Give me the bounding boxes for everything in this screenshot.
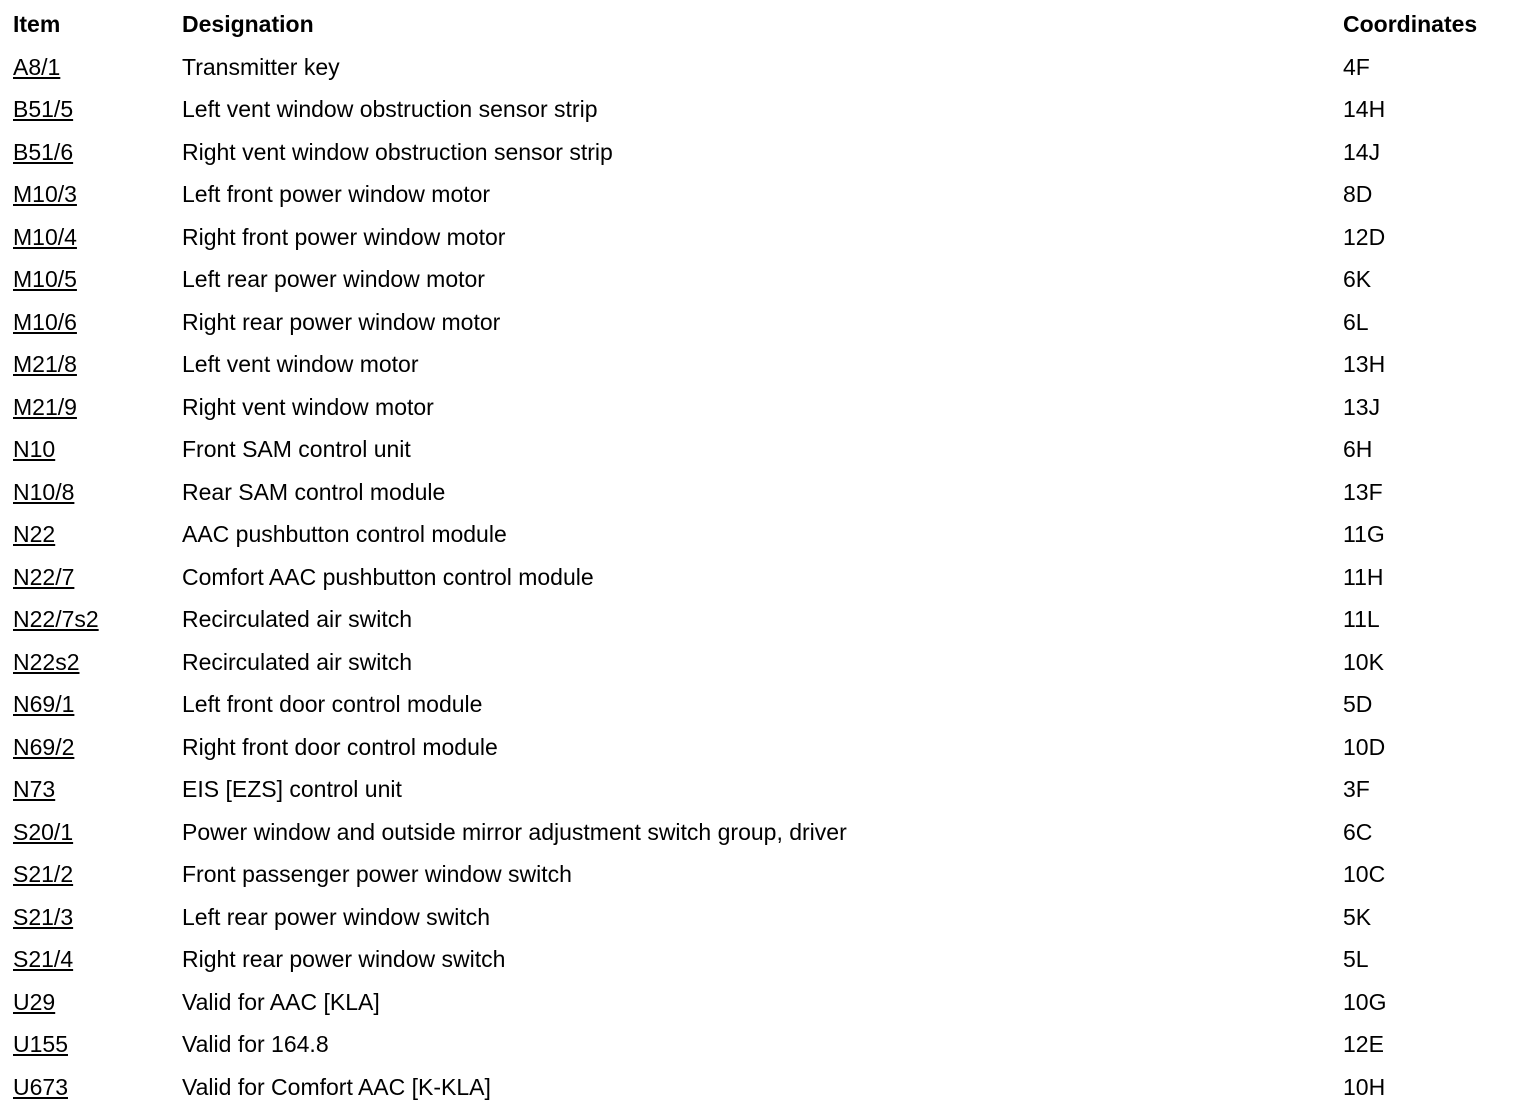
item-link[interactable]: U673 xyxy=(13,1074,68,1100)
coordinates: 8D xyxy=(1343,181,1373,207)
designation: Valid for 164.8 xyxy=(182,1031,329,1057)
table-row xyxy=(0,726,1520,768)
table-header-row xyxy=(0,3,1520,45)
item-link[interactable]: U155 xyxy=(13,1031,68,1057)
item-link[interactable]: M21/9 xyxy=(13,394,77,420)
coordinates: 4F xyxy=(1343,54,1370,80)
table-row xyxy=(0,216,1520,258)
item-link[interactable]: N22 xyxy=(13,521,56,547)
coordinates: 13J xyxy=(1343,394,1381,420)
designation: Right vent window motor xyxy=(182,394,434,420)
item-link[interactable]: N69/1 xyxy=(13,691,75,717)
table-row xyxy=(0,258,1520,300)
designation: Left vent window motor xyxy=(182,351,419,377)
designation: Left rear power window motor xyxy=(182,266,485,292)
coordinates: 6K xyxy=(1343,266,1372,292)
designation: Power window and outside mirror adjustment switch group, driver xyxy=(182,819,847,845)
item-link[interactable]: M10/5 xyxy=(13,266,77,292)
coordinates: 11L xyxy=(1343,606,1380,632)
item-link[interactable]: M10/6 xyxy=(13,309,77,335)
table-row xyxy=(0,938,1520,980)
coordinates: 10H xyxy=(1343,1074,1386,1100)
item-link[interactable]: M10/3 xyxy=(13,181,77,207)
table-row xyxy=(0,768,1520,810)
coordinates: 6L xyxy=(1343,309,1369,335)
table-row xyxy=(0,428,1520,470)
item-link[interactable]: S21/2 xyxy=(13,861,74,887)
designation: Right front door control module xyxy=(182,734,498,760)
designation: Right rear power window motor xyxy=(182,309,501,335)
item-link[interactable]: N22/7 xyxy=(13,564,75,590)
coordinates: 5L xyxy=(1343,946,1369,972)
designation: Transmitter key xyxy=(182,54,340,80)
item-link[interactable]: U29 xyxy=(13,989,56,1015)
item-link[interactable]: N22/7s2 xyxy=(13,606,99,632)
item-link[interactable]: M10/4 xyxy=(13,224,77,250)
table-row xyxy=(0,46,1520,88)
coordinates: 12D xyxy=(1343,224,1386,250)
table-row xyxy=(0,556,1520,598)
table-row xyxy=(0,301,1520,343)
item-link[interactable]: N69/2 xyxy=(13,734,75,760)
coordinates: 11G xyxy=(1343,521,1385,547)
coordinates: 10C xyxy=(1343,861,1386,887)
table-row xyxy=(0,343,1520,385)
designation: EIS [EZS] control unit xyxy=(182,776,402,802)
designation: Recirculated air switch xyxy=(182,649,413,675)
designation: Rear SAM control module xyxy=(182,479,446,505)
table-row xyxy=(0,896,1520,938)
table-row xyxy=(0,386,1520,428)
item-link[interactable]: A8/1 xyxy=(13,54,61,80)
designation: Valid for AAC [KLA] xyxy=(182,989,380,1015)
table-row xyxy=(0,88,1520,130)
designation: Left vent window obstruction sensor strip xyxy=(182,96,598,122)
coordinates: 13H xyxy=(1343,351,1386,377)
table-row xyxy=(0,981,1520,1023)
table-row xyxy=(0,131,1520,173)
coordinates: 3F xyxy=(1343,776,1370,802)
designation: Left front power window motor xyxy=(182,181,491,207)
table-row xyxy=(0,1066,1520,1108)
table-row xyxy=(0,811,1520,853)
item-link[interactable]: M21/8 xyxy=(13,351,77,377)
coordinates: 12E xyxy=(1343,1031,1384,1057)
table-row xyxy=(0,853,1520,895)
item-link[interactable]: S20/1 xyxy=(13,819,74,845)
item-link[interactable]: N10/8 xyxy=(13,479,75,505)
header-coordinates: Coordinates xyxy=(1343,11,1478,37)
designation: Right rear power window switch xyxy=(182,946,506,972)
header-designation: Designation xyxy=(182,11,314,37)
coordinates: 6C xyxy=(1343,819,1373,845)
designation: Recirculated air switch xyxy=(182,606,413,632)
table-row xyxy=(0,471,1520,513)
designation: Right vent window obstruction sensor strip xyxy=(182,139,613,165)
table-row xyxy=(0,513,1520,555)
table-row xyxy=(0,641,1520,683)
designation: AAC pushbutton control module xyxy=(182,521,507,547)
table-row xyxy=(0,683,1520,725)
coordinates: 14H xyxy=(1343,96,1386,122)
designation: Front SAM control unit xyxy=(182,436,411,462)
designation: Front passenger power window switch xyxy=(182,861,572,887)
item-link[interactable]: N22s2 xyxy=(13,649,80,675)
table-row xyxy=(0,173,1520,215)
coordinates: 5D xyxy=(1343,691,1373,717)
designation: Valid for Comfort AAC [K-KLA] xyxy=(182,1074,491,1100)
coordinates: 6H xyxy=(1343,436,1373,462)
item-link[interactable]: N73 xyxy=(13,776,56,802)
coordinates: 11H xyxy=(1343,564,1384,590)
item-link[interactable]: S21/4 xyxy=(13,946,74,972)
item-link[interactable]: B51/5 xyxy=(13,96,74,122)
coordinates: 10G xyxy=(1343,989,1387,1015)
item-link[interactable]: N10 xyxy=(13,436,56,462)
coordinates: 10D xyxy=(1343,734,1386,760)
table-row xyxy=(0,1023,1520,1065)
designation: Comfort AAC pushbutton control module xyxy=(182,564,594,590)
header-item: Item xyxy=(13,11,61,37)
coordinates: 13F xyxy=(1343,479,1383,505)
item-link[interactable]: B51/6 xyxy=(13,139,74,165)
designation: Left rear power window switch xyxy=(182,904,491,930)
coordinates: 5K xyxy=(1343,904,1372,930)
designation: Left front door control module xyxy=(182,691,483,717)
coordinates: 14J xyxy=(1343,139,1381,165)
item-link[interactable]: S21/3 xyxy=(13,904,74,930)
coordinates: 10K xyxy=(1343,649,1384,675)
designation: Right front power window motor xyxy=(182,224,506,250)
table-row xyxy=(0,598,1520,640)
